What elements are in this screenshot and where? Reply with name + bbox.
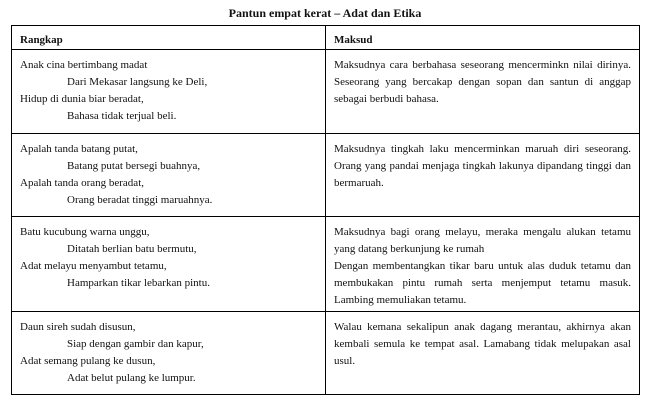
maksud-cell bbox=[326, 217, 640, 312]
pantun-line: Adat semang pulang ke dusun, bbox=[20, 355, 156, 367]
maksud-cell bbox=[326, 134, 640, 217]
maksud-text: Maksudnya bagi orang melayu, meraka mengalu alukan tetamu yang datang berkunjung ke rumah bbox=[334, 226, 631, 255]
pantun-line: Batu kucubung warna unggu, bbox=[20, 226, 150, 238]
document-title: Pantun empat kerat – Adat dan Etika bbox=[228, 6, 422, 20]
pantun-line: Daun sireh sudah disusun, bbox=[20, 321, 136, 333]
pantun-line: Hidup di dunia biar beradat, bbox=[20, 93, 144, 105]
table-row bbox=[12, 217, 640, 312]
table-row bbox=[12, 312, 640, 395]
header-maksud: Maksud bbox=[326, 26, 640, 50]
pantun-line: Ditatah berlian batu bermutu, bbox=[67, 243, 197, 255]
pantun-line: Batang putat bersegi buahnya, bbox=[67, 160, 201, 172]
table-row bbox=[12, 134, 640, 217]
pantun-line: Hamparkan tikar lebarkan pintu. bbox=[67, 277, 210, 289]
pantun-line: Siap dengan gambir dan kapur, bbox=[67, 338, 204, 350]
pantun-line: Adat belut pulang ke lumpur. bbox=[67, 372, 196, 384]
table-header-row bbox=[12, 26, 640, 50]
maksud-cell bbox=[326, 312, 640, 395]
rangkap-cell bbox=[12, 134, 326, 217]
maksud-text: Maksudnya tingkah laku mencerminkan maruah diri seseorang. Orang yang pandai menjaga tingkah lakunya dipandang tinggi dan bermaruah. bbox=[334, 143, 631, 189]
pantun-line: Anak cina bertimbang madat bbox=[20, 59, 148, 71]
pantun-line: Orang beradat tinggi maruahnya. bbox=[67, 194, 213, 206]
maksud-text: Dengan membentangkan tikar baru untuk alas duduk tetamu dan membukakan pintu rumah serta menjemput tetamu masuk. Lambing memuliakan tetamu. bbox=[334, 260, 631, 306]
rangkap-cell bbox=[12, 312, 326, 395]
maksud-cell bbox=[326, 50, 640, 134]
rangkap-cell bbox=[12, 217, 326, 312]
rangkap-cell bbox=[12, 50, 326, 134]
pantun-line: Bahasa tidak terjual beli. bbox=[67, 110, 177, 122]
maksud-text: Walau kemana sekalipun anak dagang merantau, akhirnya akan kembali semula ke tempat asal. Lamabang tidak melupakan asal usul. bbox=[334, 321, 631, 367]
pantun-line: Apalah tanda orang beradat, bbox=[20, 177, 144, 189]
pantun-line: Adat melayu menyambut tetamu, bbox=[20, 260, 167, 272]
pantun-line: Apalah tanda batang putat, bbox=[20, 143, 138, 155]
pantun-table bbox=[11, 25, 640, 395]
header-rangkap: Rangkap bbox=[12, 26, 326, 50]
table-row bbox=[12, 50, 640, 134]
pantun-line: Dari Mekasar langsung ke Deli, bbox=[67, 76, 208, 88]
maksud-text: Maksudnya cara berbahasa seseorang mencerminkn nilai dirinya. Seseorang yang bercakap dengan sopan dan santun di anggap sebagai berbudi bahasa. bbox=[334, 59, 631, 105]
